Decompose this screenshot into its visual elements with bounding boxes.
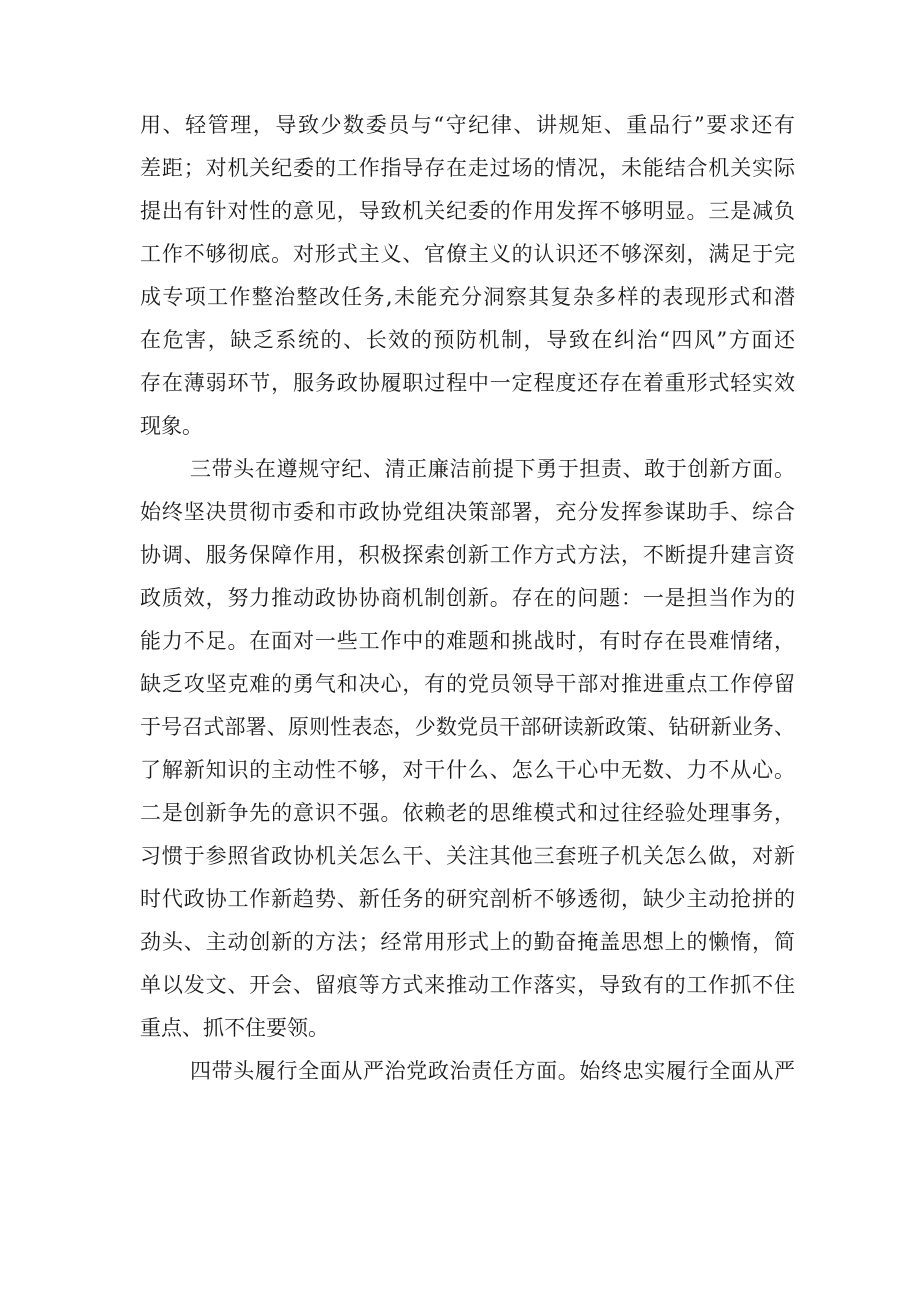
text-line: 能力不足。在面对一些工作中的难题和挑战时，有时存在畏难情绪， <box>140 629 795 653</box>
text-line: 协调、服务保障作用，积极探索创新工作方式方法，不断提升建言资 <box>140 543 795 567</box>
text-line: 习惯于参照省政协机关怎么干、关注其他三套班子机关怎么做，对新 <box>140 844 795 868</box>
text-line: 劲头、主动创新的方法；经常用形式上的勤奋掩盖思想上的懒惰，简 <box>140 930 795 954</box>
text-line: 工作不够彻底。对形式主义、官僚主义的认识还不够深刻，满足于完 <box>140 242 795 266</box>
text-line: 单以发文、开会、留痕等方式来推动工作落实，导致有的工作抓不住 <box>140 973 795 997</box>
text-line: 二是创新争先的意识不强。依赖老的思维模式和过往经验处理事务， <box>140 801 795 825</box>
text-line: 存在薄弱环节，服务政协履职过程中一定程度还存在着重形式轻实效 <box>140 371 795 395</box>
text-line: 时代政协工作新趋势、新任务的研究剖析不够透彻，缺少主动抢拼的 <box>140 887 795 911</box>
text-line: 用、轻管理，导致少数委员与“守纪律、讲规矩、重品行”要求还有 <box>140 113 795 137</box>
text-line: 成专项工作整治整改任务,未能充分洞察其复杂多样的表现形式和潜 <box>140 285 795 309</box>
text-line: 提出有针对性的意见，导致机关纪委的作用发挥不够明显。三是减负 <box>140 199 795 223</box>
text-line: 了解新知识的主动性不够，对干什么、怎么干心中无数、力不从心。 <box>140 758 795 782</box>
text-line: 现象。 <box>140 414 203 438</box>
text-line: 于号召式部署、原则性表态，少数党员干部研读新政策、钻研新业务、 <box>140 715 795 739</box>
text-line: 在危害，缺乏系统的、长效的预防机制，导致在纠治“四风”方面还 <box>140 328 795 352</box>
paragraph-heading-3: 三带头在遵规守纪、清正廉洁前提下勇于担责、敢于创新方面。 <box>190 457 795 481</box>
text-line: 始终坚决贯彻市委和市政协党组决策部署，充分发挥参谋助手、综合 <box>140 500 795 524</box>
text-line: 缺乏攻坚克难的勇气和决心，有的党员领导干部对推进重点工作停留 <box>140 672 795 696</box>
text-line: 差距；对机关纪委的工作指导存在走过场的情况，未能结合机关实际 <box>140 156 795 180</box>
text-line: 政质效，努力推动政协协商机制创新。存在的问题：一是担当作为的 <box>140 586 795 610</box>
text-line: 重点、抓不住要领。 <box>140 1016 329 1040</box>
paragraph-heading-4: 四带头履行全面从严治党政治责任方面。始终忠实履行全面从严 <box>190 1059 795 1083</box>
